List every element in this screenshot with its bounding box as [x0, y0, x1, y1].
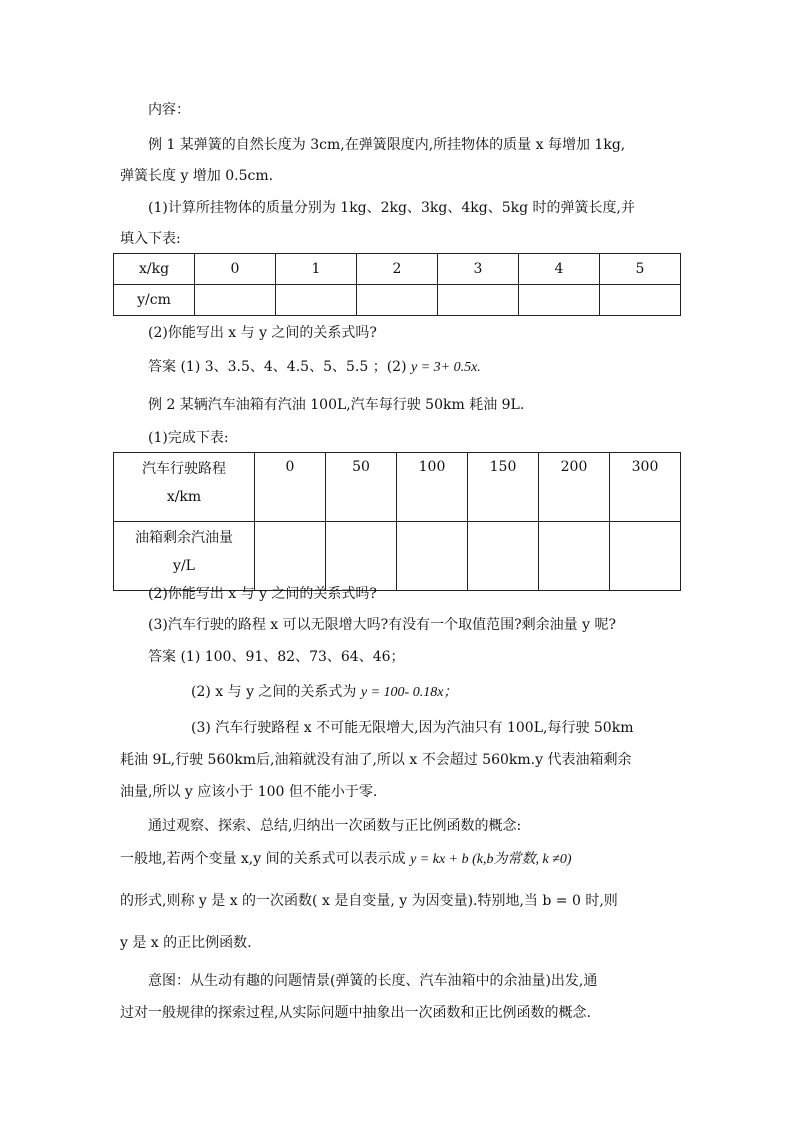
table-cell: 0: [255, 453, 326, 522]
table-header-cell: [114, 522, 255, 591]
example-1-question-2: (2)你能写出 x 与 y 之间的关系式吗?: [148, 325, 377, 341]
table-cell: 2: [357, 254, 438, 285]
example-2-answer-3-line-3: 油量,所以 y 应该小于 100 但不能小于零.: [120, 784, 378, 800]
summary-intro: 通过观察、探索、总结,归纳出一次函数与正比例函数的概念:: [148, 818, 522, 834]
table-cell: 1: [276, 254, 357, 285]
spring-table: [113, 253, 681, 316]
fuel-table: [113, 452, 681, 591]
example-2-answer-3-line-2: 耗油 9L,行驶 560km后,油箱就没有油了,所以 x 不会超过 560km.y 代表油箱剩余: [120, 752, 632, 768]
table-header-line: x/km: [166, 489, 202, 505]
table-cell-empty: [195, 285, 276, 316]
table-header-cell: [114, 453, 255, 522]
definition-line-1: [120, 850, 572, 869]
table-header-cell: x/kg: [114, 254, 195, 285]
table-row: [114, 453, 681, 522]
table-cell: 4: [519, 254, 600, 285]
table-cell: 3: [438, 254, 519, 285]
table-cell-empty: [255, 522, 326, 591]
content-label: 内容：: [148, 102, 190, 118]
example-1-answer-text: 答案 (1) 3、3.5、4、4.5、5、5.5 ；(2): [148, 359, 407, 375]
example-2-answer-2-text: (2) x 与 y 之间的关系式为: [191, 684, 357, 700]
table-row: [114, 285, 681, 316]
example-2-answer-2: [191, 683, 457, 702]
intent-line-1: 意图：从生动有趣的问题情景(弹簧的长度、汽车油箱中的余油量)出发,通: [148, 973, 598, 989]
example-1-question-1-line-1: (1)计算所挂物体的质量分别为 1kg、2kg、3kg、4kg、5kg 时的弹簧长度,并: [148, 200, 635, 216]
intent-line-2: 过对一般规律的探索过程,从实际问题中抽象出一次函数和正比例函数的概念.: [120, 1005, 591, 1021]
definition-formula: y = kx + b (k,b为常数, k ≠0): [410, 852, 572, 867]
table-cell-empty: [610, 522, 681, 591]
example-2-answer-1: 答案 (1) 100、91、82、73、64、46；: [148, 649, 405, 665]
table-cell-empty: [539, 522, 610, 591]
table-header-cell: y/cm: [114, 285, 195, 316]
example-2-question-2: (2)你能写出 x 与 y 之间的关系式吗?: [148, 586, 377, 602]
table-cell-empty: [357, 285, 438, 316]
example-2-line-1: 例 2 某辆汽车油箱有汽油 100L,汽车每行驶 50km 耗油 9L.: [148, 397, 525, 413]
example-2-question-3: (3)汽车行驶的路程 x 可以无限增大吗?有没有一个取值范围?剩余油量 y 呢?: [148, 617, 616, 633]
table-cell-empty: [276, 285, 357, 316]
example-1-question-1-line-2: 填入下表:: [120, 231, 181, 247]
table-cell: 50: [326, 453, 397, 522]
table-header-line: 油箱剩余汽油量: [135, 530, 233, 546]
table-row: [114, 522, 681, 591]
table-cell: 0: [195, 254, 276, 285]
table-cell: 5: [600, 254, 681, 285]
example-1-line-2: 弹簧长度 y 增加 0.5cm.: [120, 168, 274, 184]
example-1-answer-formula: y = 3+ 0.5x.: [410, 360, 481, 375]
table-cell: 200: [539, 453, 610, 522]
example-2-answer-2-formula: y = 100- 0.18x；: [360, 685, 458, 700]
table-cell: 150: [468, 453, 539, 522]
table-cell-empty: [600, 285, 681, 316]
example-1-line-1: 例 1 某弹簧的自然长度为 3cm,在弹簧限度内,所挂物体的质量 x 每增加 1kg,: [148, 137, 626, 153]
table-cell-empty: [438, 285, 519, 316]
table-cell-empty: [326, 522, 397, 591]
table-header-line: 汽车行驶路程: [142, 461, 226, 477]
example-2-question-1: (1)完成下表:: [148, 430, 229, 446]
table-header-line: y/L: [173, 558, 195, 574]
table-cell-empty: [397, 522, 468, 591]
definition-line-2: 的形式,则称 y 是 x 的一次函数( x 是自变量, y 为因变量).特别地,当 b = 0 时,则: [120, 893, 618, 909]
example-1-answer: [148, 358, 481, 377]
table-cell: 100: [397, 453, 468, 522]
table-cell-empty: [519, 285, 600, 316]
definition-text: 一般地,若两个变量 x,y 间的关系式可以表示成: [120, 851, 406, 867]
table-cell: 300: [610, 453, 681, 522]
example-2-answer-3-line-1: (3) 汽车行驶路程 x 不可能无限增大,因为汽油只有 100L,每行驶 50km: [191, 720, 634, 736]
definition-line-3: y 是 x 的正比例函数.: [120, 935, 252, 951]
table-row: [114, 254, 681, 285]
table-cell-empty: [468, 522, 539, 591]
